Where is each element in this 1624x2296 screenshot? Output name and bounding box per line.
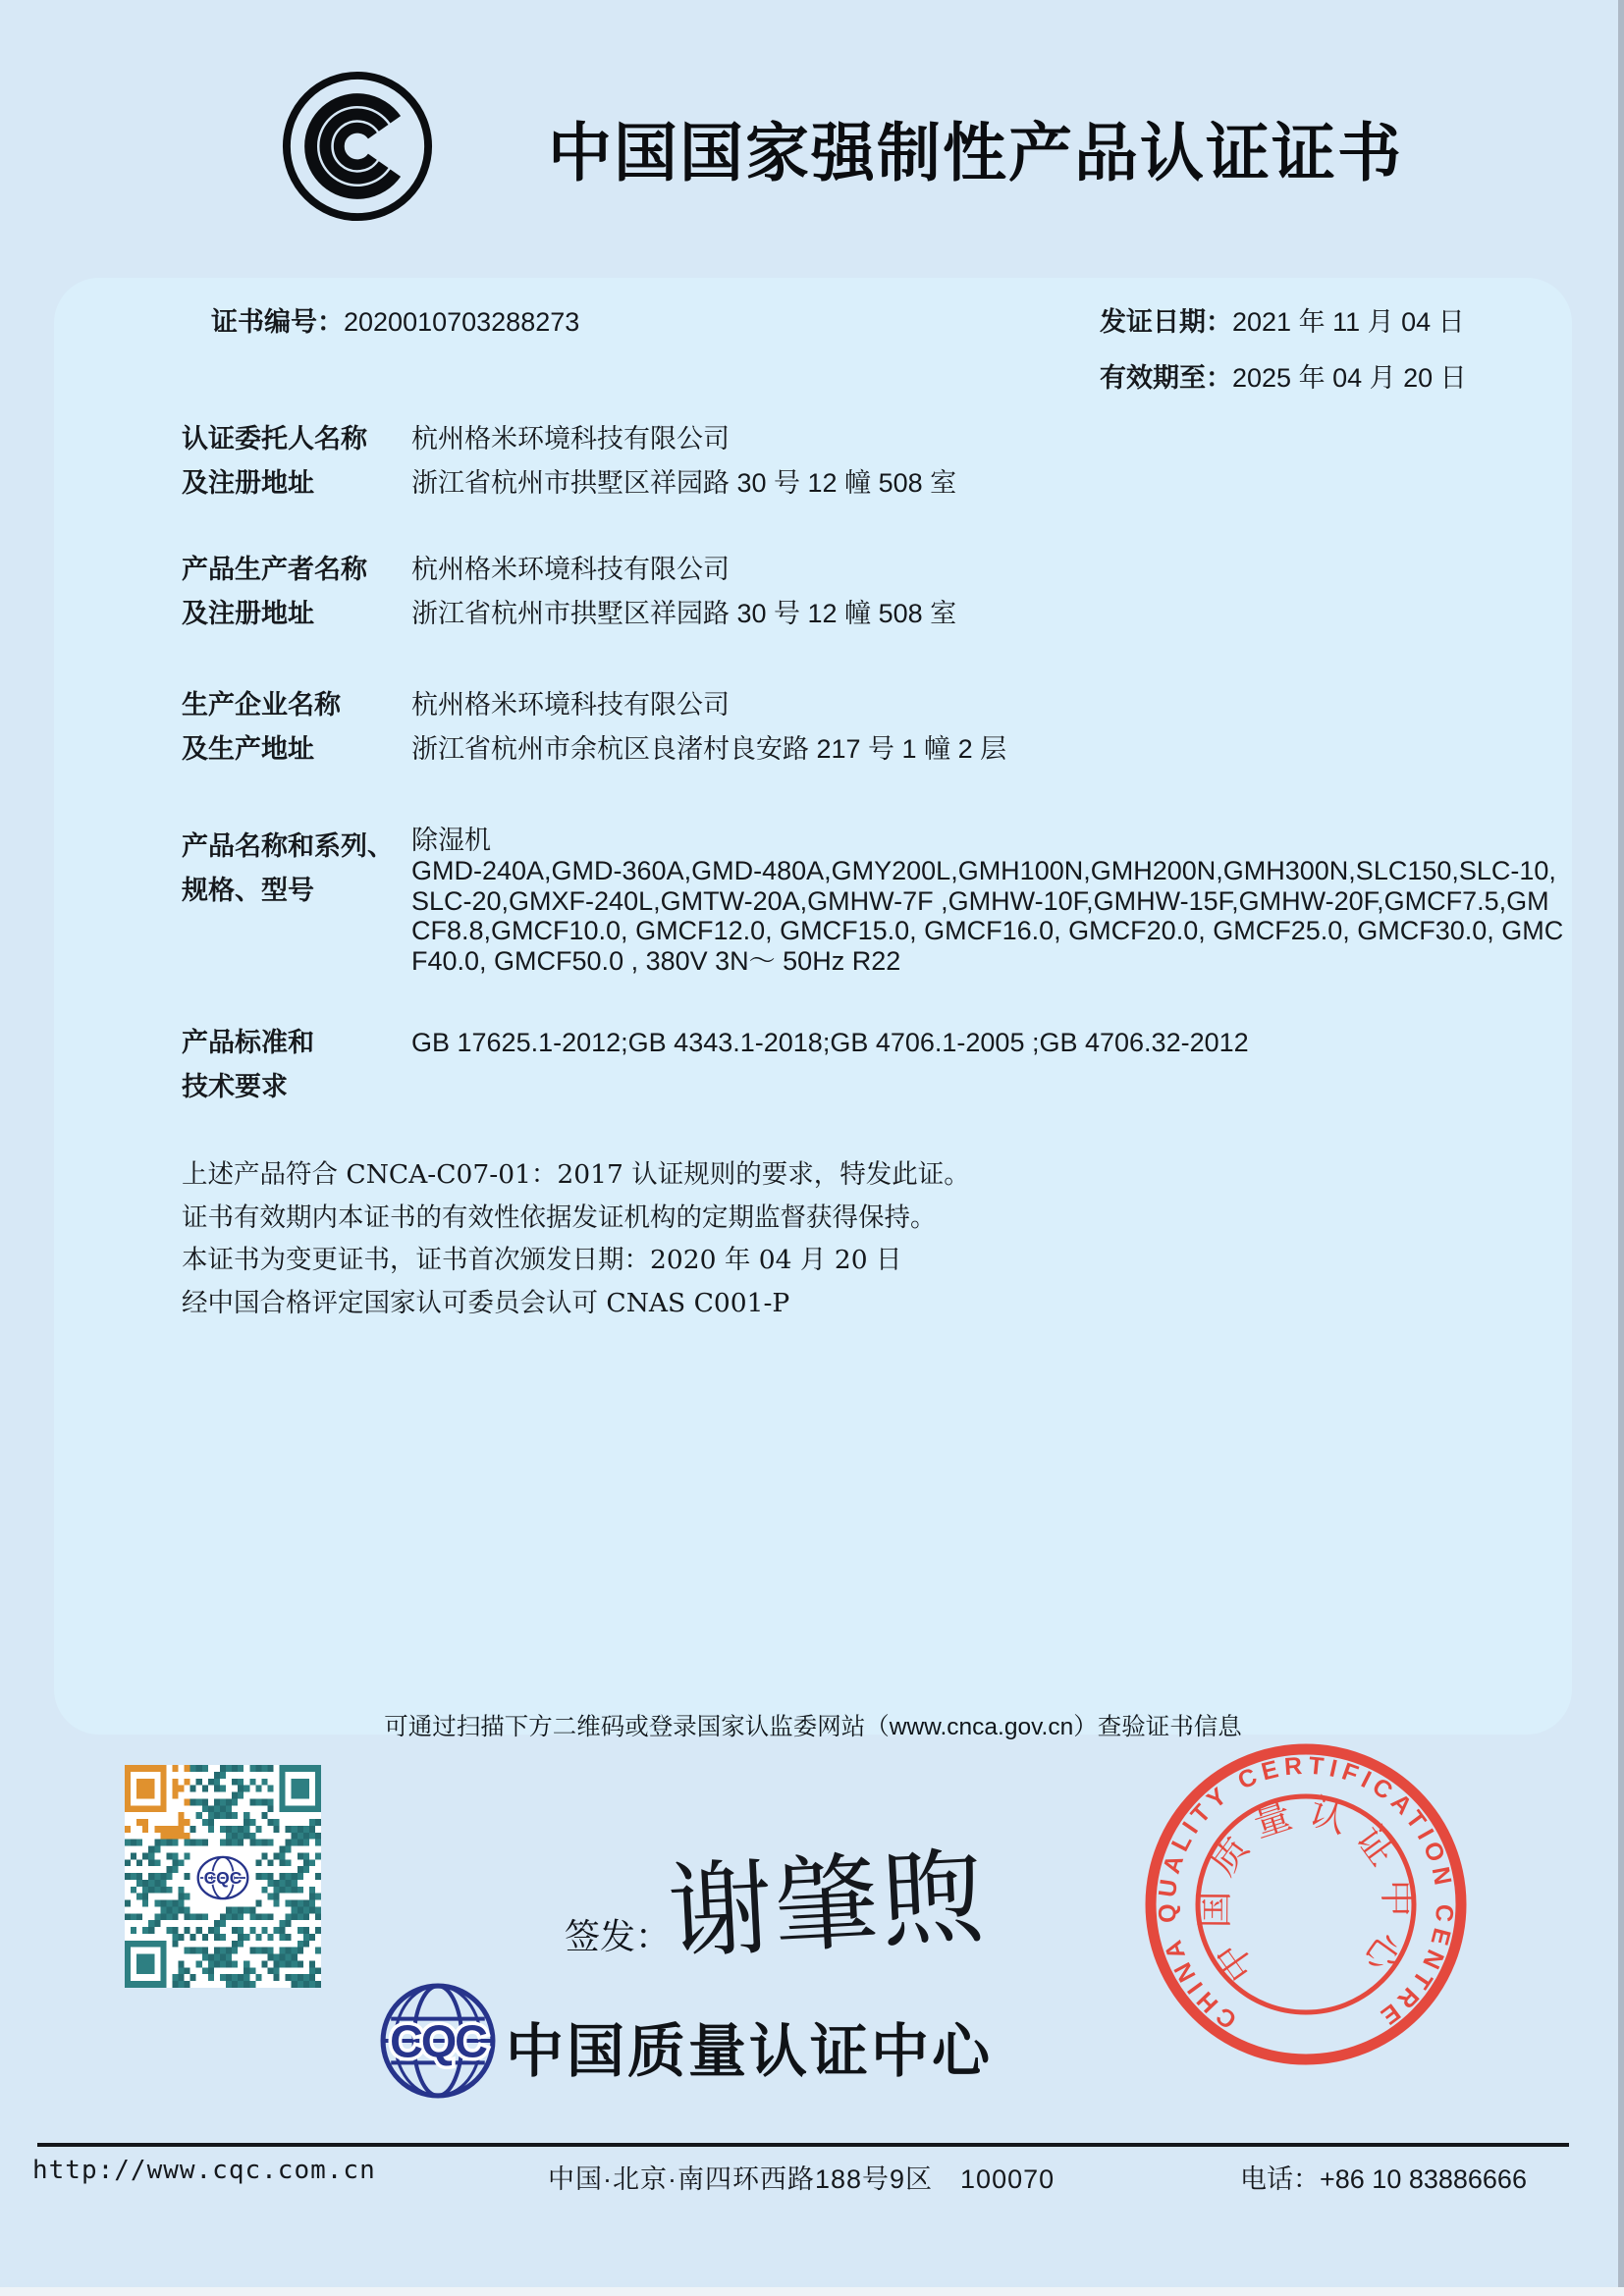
cqc-logo-letters: CQC	[390, 2015, 486, 2067]
field-label: 生产企业名称	[182, 690, 341, 720]
field-value: 浙江省杭州市拱墅区祥园路 30 号 12 幢 508 室	[411, 468, 957, 498]
certificate-title: 中国国家强制性产品认证证书	[548, 117, 1404, 188]
statement-line: 本证书为变更证书，证书首次颁发日期：2020 年 04 月 20 日	[182, 1245, 902, 1275]
statement-line: 证书有效期内本证书的有效性依据发证机构的定期监督获得保持。	[182, 1201, 937, 1233]
statement-paragraph	[182, 1153, 1409, 1324]
valid-until-label: 有效期至：	[1100, 363, 1232, 393]
certificate-number-label: 证书编号：	[211, 307, 344, 337]
field-label: 技术要求	[182, 1072, 288, 1101]
qr-cqc-letters: CQC	[203, 1867, 243, 1888]
ccc-mark-icon	[280, 69, 435, 224]
svg-text:中国质量认证中心	[1195, 1791, 1417, 1989]
certificate-number-value: 2020010703288273	[344, 307, 580, 337]
issuer-signature: 谢肇煦	[665, 1836, 990, 1974]
cqc-globe-icon	[378, 1981, 498, 2101]
field-value: 杭州格米环境科技有限公司	[411, 690, 730, 720]
scan-edge-bottom	[0, 2287, 1624, 2296]
issue-date-label: 发证日期：	[1100, 307, 1232, 337]
verify-note: 可通过扫描下方二维码或登录国家认监委网站（www.cnca.gov.cn）查验证书信息	[384, 1714, 1242, 1740]
field-value: 除湿机	[411, 826, 491, 855]
field-label: 认证委托人名称	[182, 424, 367, 454]
qr-finder-bottom-left	[125, 1941, 166, 1988]
field-label: 及注册地址	[182, 468, 314, 498]
statement-line: 上述产品符合 CNCA-C07-01：2017 认证规则的要求，特发此证。	[182, 1159, 970, 1190]
valid-until-value: 2025 年 04 月 20 日	[1232, 363, 1467, 393]
certificate-number	[211, 300, 579, 339]
qr-finder-top-left	[125, 1765, 166, 1812]
issue-date	[1100, 300, 1465, 339]
sign-off-label: 签发：	[565, 1917, 672, 1957]
field-value: 浙江省杭州市拱墅区祥园路 30 号 12 幢 508 室	[411, 599, 957, 628]
field-value: 杭州格米环境科技有限公司	[411, 424, 730, 454]
scan-edge-right	[1618, 0, 1624, 2296]
red-seal-stamp	[1137, 1735, 1475, 2073]
field-label: 产品名称和系列、	[182, 831, 394, 861]
statement-line: 经中国合格评定国家认可委员会认可 CNAS C001-P	[182, 1287, 790, 1318]
qr-center-cqc-logo-icon	[190, 1851, 255, 1904]
field-value-models: GMD-240A,GMD-360A,GMD-480A,GMY200L,GMH100N,GMH200N,GMH300N,SLC150,SLC-10,SLC-20,GMXF-240L,GMTW-20A,GMHW-7F ,GMHW-10F,GMHW-15F,GMHW-20F,GMCF7.5,GMCF8.8,GMCF10.0, GMCF12.0, GMCF15.0, GMCF16.0, GMCF20.0, GMCF25.0, GMCF30.0, GMCF40.0, GMCF50.0 , 380V 3N～ 50Hz R22	[411, 856, 1564, 976]
field-label: 及注册地址	[182, 599, 314, 628]
issue-date-value: 2021 年 11 月 04 日	[1232, 307, 1465, 337]
issuer-name: 中国质量认证中心	[506, 2019, 994, 2084]
field-label: 产品生产者名称	[182, 555, 367, 584]
stamp-center-text: 中国质量认证中心	[1194, 1790, 1418, 1990]
field-value: GB 17625.1-2012;GB 4343.1-2018;GB 4706.1-2005 ;GB 4706.32-2012	[411, 1028, 1249, 1057]
valid-until	[1100, 356, 1467, 395]
footer-phone: 电话：+86 10 83886666	[1240, 2164, 1527, 2194]
field-label: 及生产地址	[182, 734, 314, 764]
field-label: 产品标准和	[182, 1028, 314, 1057]
footer-divider	[37, 2143, 1569, 2147]
footer-address: 中国·北京·南四环西路188号9区 100070	[548, 2164, 1056, 2194]
qr-finder-top-right	[280, 1765, 321, 1812]
field-value: 杭州格米环境科技有限公司	[411, 555, 730, 584]
footer-website: http://www.cqc.com.cn	[32, 2156, 376, 2185]
field-value: 浙江省杭州市余杭区良渚村良安路 217 号 1 幢 2 层	[411, 734, 1007, 764]
qr-code-icon	[125, 1765, 321, 1988]
stamp-ring-text: CHINA QUALITY CERTIFICATION CENTRE	[1153, 1751, 1459, 2035]
field-label: 规格、型号	[182, 876, 314, 905]
